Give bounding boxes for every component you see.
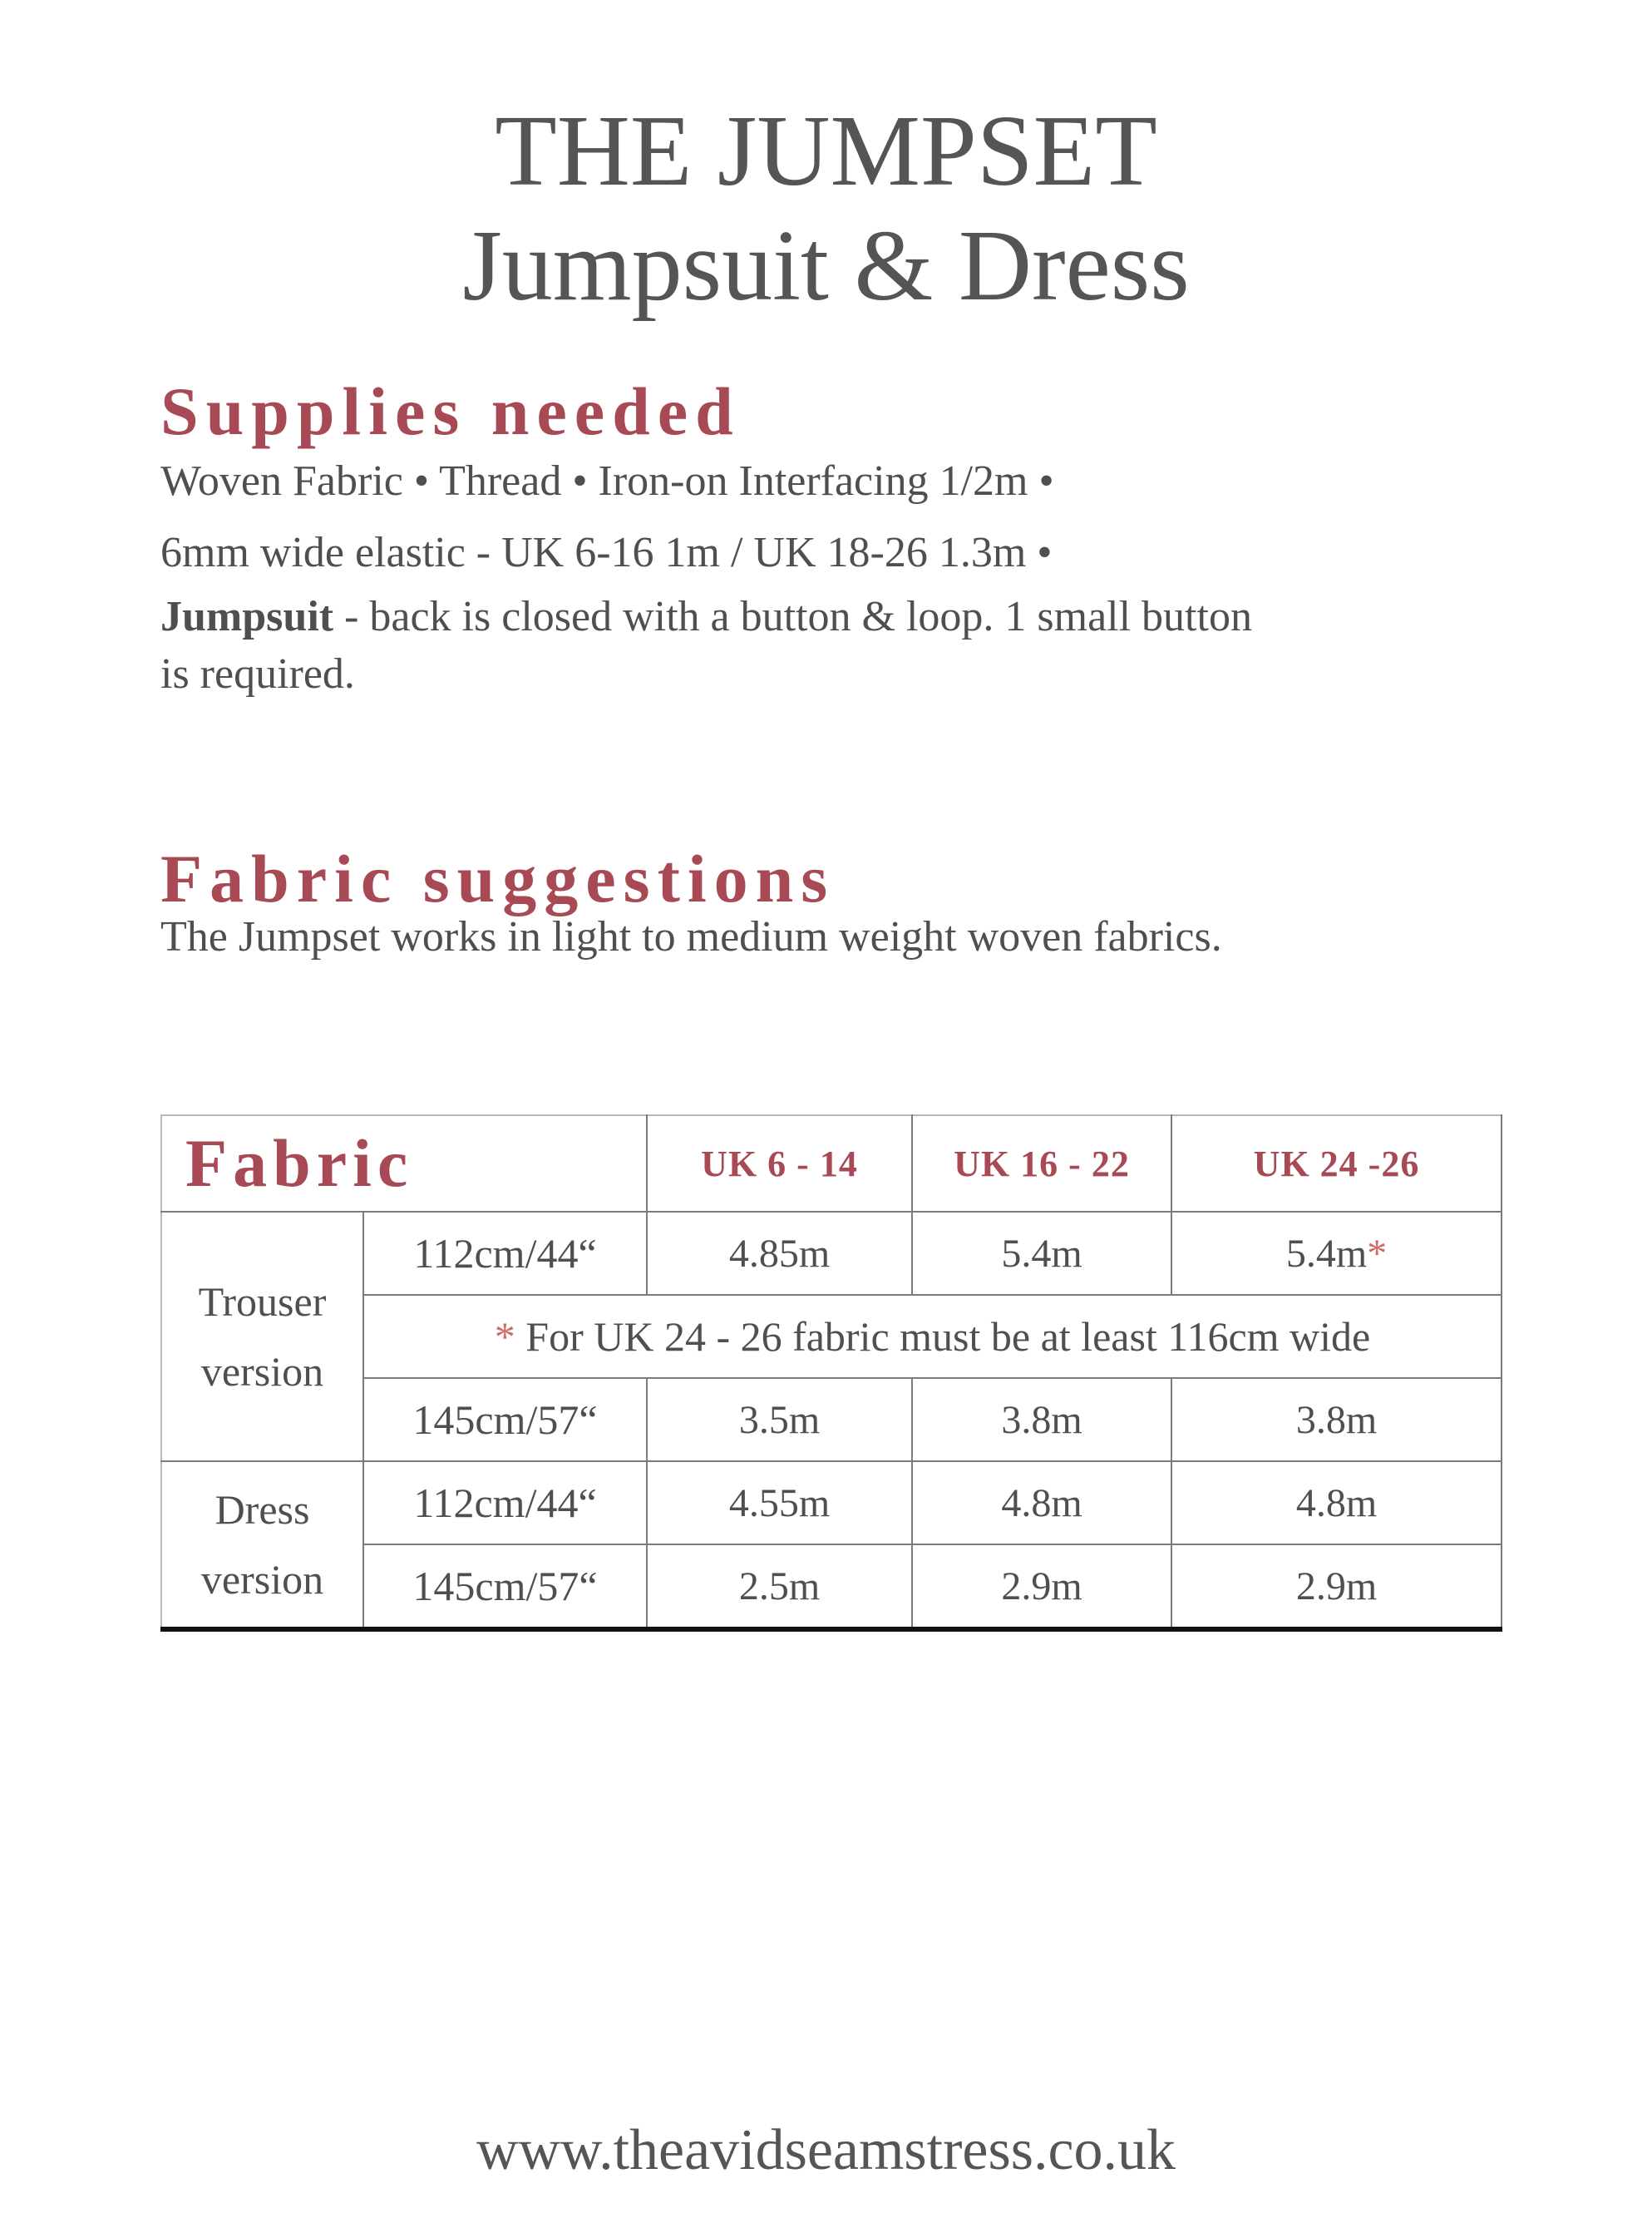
table-header-size: UK 16 - 22 [912,1115,1171,1212]
dress-version-label [161,1461,363,1629]
note-text: For UK 24 - 26 fabric must be at least 116cm wide [515,1313,1371,1360]
fabric-amount-cell: 3.8m [912,1378,1171,1461]
table-row [161,1212,1502,1295]
fabric-amount-cell: 2.9m [912,1544,1171,1629]
fabric-width-cell: 112cm/44“ [363,1212,647,1295]
page-title: THE JUMPSET [495,95,1157,207]
fabric-requirements-table [160,1114,1502,1632]
fabric-amount-cell: 4.55m [647,1461,912,1544]
group-label-line: version [200,1556,324,1603]
fabric-amount-cell: 2.9m [1171,1544,1502,1629]
supplies-heading: Supplies needed [160,373,741,449]
fabric-width-note [363,1295,1502,1378]
fabric-amount-cell: 4.85m [647,1212,912,1295]
table-header-fabric: Fabric [161,1115,647,1212]
asterisk-marker: * [1367,1231,1388,1276]
supplies-line-1: Woven Fabric • Thread • Iron-on Interfacing 1/2m • [160,457,1054,505]
table-header-row [161,1115,1502,1212]
trouser-version-label [161,1212,363,1461]
fabric-suggestions-text: The Jumpset works in light to medium weight woven fabrics. [160,913,1222,961]
table-row [161,1461,1502,1544]
fabric-amount-cell: 4.8m [1171,1461,1502,1544]
supplies-line-4: is required. [160,650,355,698]
fabric-amount-cell: 2.5m [647,1544,912,1629]
asterisk-marker: * [494,1313,515,1360]
fabric-width-cell: 112cm/44“ [363,1461,647,1544]
page-subtitle: Jumpsuit & Dress [462,210,1190,322]
jumpsuit-label: Jumpsuit [160,593,334,640]
fabric-width-cell: 145cm/57“ [363,1544,647,1629]
fabric-amount-cell: 5.4m [912,1212,1171,1295]
jumpsuit-note: - back is closed with a button & loop. 1 small button [333,593,1252,640]
fabric-amount-cell [1171,1212,1502,1295]
website-link[interactable]: www.theavidseamstress.co.uk [476,2118,1176,2182]
supplies-line-3 [160,591,1252,643]
fabric-amount-cell: 3.8m [1171,1378,1502,1461]
group-label-line: Trouser [198,1278,327,1325]
fabric-width-cell: 145cm/57“ [363,1378,647,1461]
fabric-amount-value: 5.4m [1285,1231,1368,1276]
fabric-amount-cell: 3.5m [647,1378,912,1461]
table-header-size: UK 6 - 14 [647,1115,912,1212]
supplies-line-2: 6mm wide elastic - UK 6-16 1m / UK 18-26 1.3m • [160,529,1053,576]
group-label-line: version [200,1348,324,1395]
fabric-suggestions-heading: Fabric suggestions [160,841,836,916]
fabric-amount-cell: 4.8m [912,1461,1171,1544]
table-header-size: UK 24 -26 [1171,1115,1502,1212]
group-label-line: Dress [215,1486,310,1533]
